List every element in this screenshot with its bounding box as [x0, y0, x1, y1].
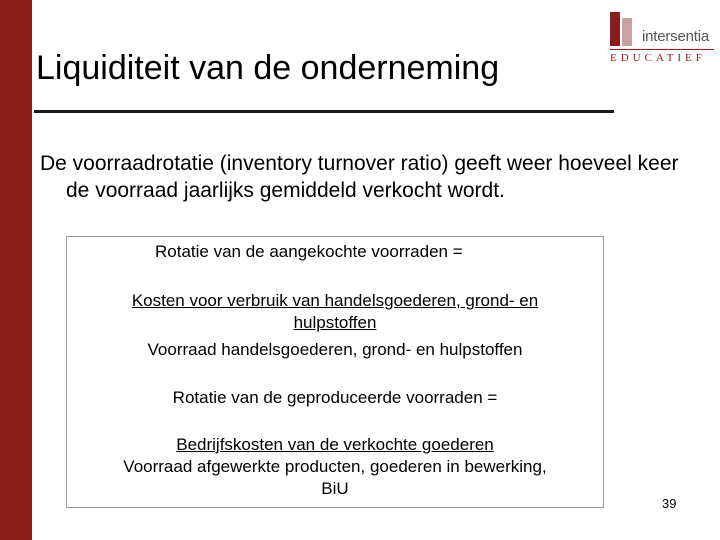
formula2-numerator: Bedrijfskosten van de verkochte goederen — [176, 435, 494, 454]
page-number: 39 — [662, 496, 677, 511]
formula1-numerator-line2: hulpstoffen — [293, 313, 377, 332]
logo-sub-text: EDUCATIEF — [610, 52, 706, 64]
formula1-denominator: Voorraad handelsgoederen, grond- en hulpstoffen — [147, 340, 523, 359]
formula2-denominator-line1: Voorraad afgewerkte producten, goederen in bewerking, — [123, 457, 547, 476]
intersentia-logo-icon — [610, 12, 634, 46]
title-divider — [34, 110, 614, 113]
publisher-logo — [606, 12, 716, 68]
formula2-title: Rotatie van de geproduceerde voorraden = — [172, 388, 498, 407]
formula1-numerator-line1: Kosten voor verbruik van handelsgoederen, grond- en — [131, 291, 539, 310]
slide-title: Liquiditeit van de onderneming — [36, 49, 500, 87]
logo-underline — [610, 49, 714, 50]
intro-paragraph: De voorraadrotatie (inventory turnover ratio) geeft weer hoeveel keer de voorraad jaarlijks gemiddeld verkocht wordt. — [40, 152, 679, 202]
formula2-denominator — [67, 456, 603, 500]
formula-box — [66, 236, 604, 508]
logo-brand-text: intersentia — [642, 28, 710, 45]
formula2-denominator-line2: BiU — [321, 479, 349, 498]
formula1-title: Rotatie van de aangekochte voorraden = — [155, 242, 463, 261]
formula1-numerator — [67, 290, 603, 334]
left-accent-bar — [0, 0, 32, 540]
